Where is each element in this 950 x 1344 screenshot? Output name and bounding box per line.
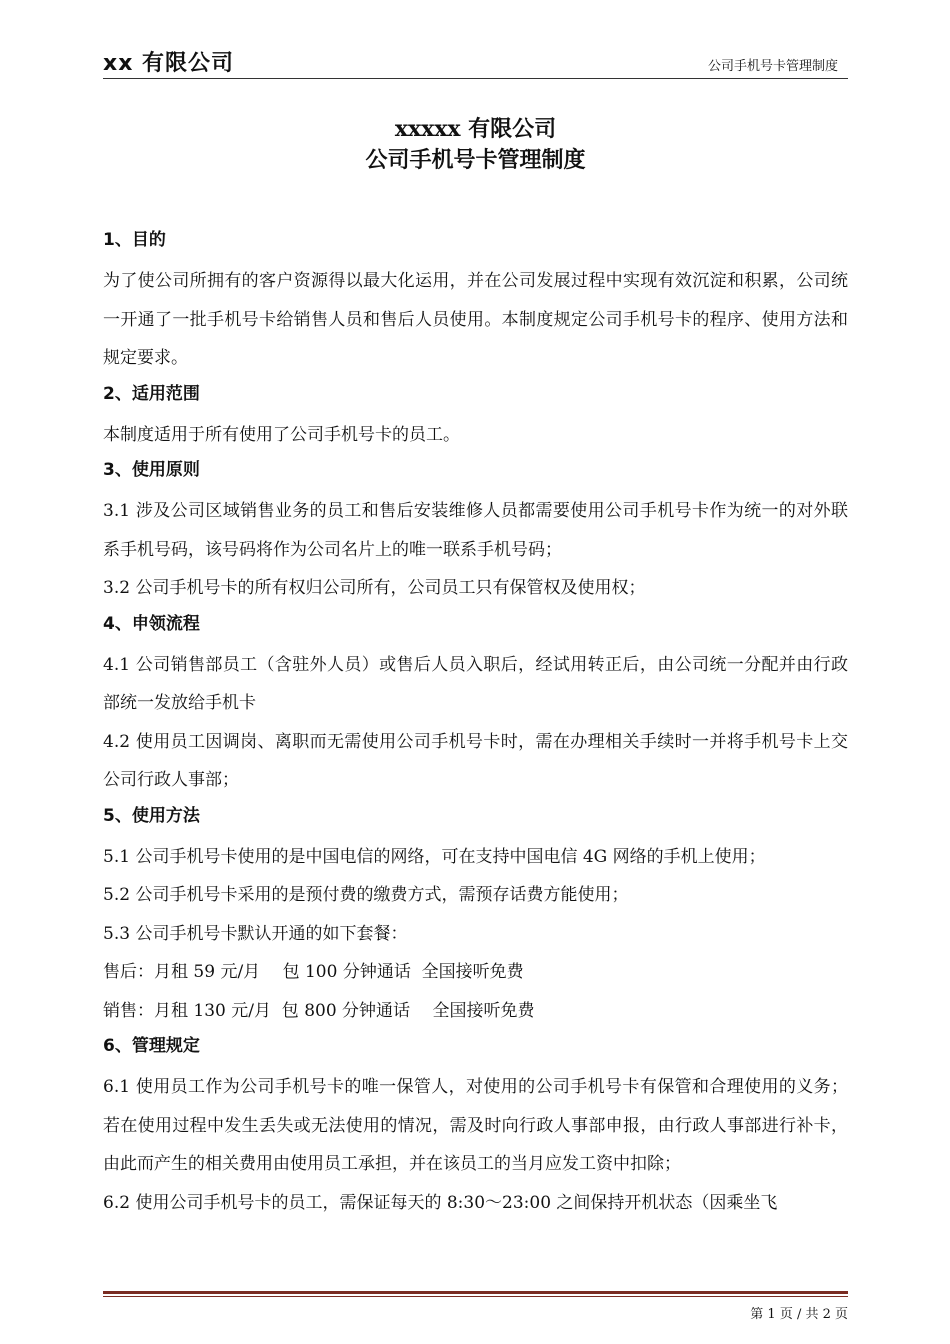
- document-title: [103, 114, 848, 176]
- section-principles: [103, 454, 848, 608]
- section-heading: 5、使用方法: [103, 805, 200, 826]
- paragraph: 为了使公司所拥有的客户资源得以最大化运用，并在公司发展过程中实现有效沉淀和积累，公司统一开通了一批手机号卡给销售人员和售后人员使用。本制度规定公司手机号卡的程序、使用方法和规定要求。: [103, 271, 848, 368]
- plan-line-sales: 销售：月租 130 元/月 包 800 分钟通话 全国接听免费: [103, 1000, 535, 1021]
- paragraph: 5.3 公司手机号卡默认开通的如下套餐：: [103, 923, 408, 944]
- footer-divider-thin: [103, 1296, 848, 1297]
- paragraph: 4.2 使用员工因调岗、离职而无需使用公司手机号卡时，需在办理相关手续时一并将手机号卡上交公司行政人事部；: [103, 731, 848, 790]
- title-company: xxxxx 有限公司: [394, 116, 557, 142]
- paragraph: 6.2 使用公司手机号卡的员工，需保证每天的 8:30～23:00 之间保持开机状态（因乘坐飞: [103, 1192, 778, 1213]
- section-application-process: [103, 608, 848, 800]
- paragraph: 6.1 使用员工作为公司手机号卡的唯一保管人，对使用的公司手机号卡有保管和合理使用的义务；若在使用过程中发生丢失或无法使用的情况，需及时向行政人事部申报，由行政人事部进行补卡，由此而产生的相关费用由使用员工承担，并在该员工的当月应发工资中扣除；: [103, 1077, 848, 1174]
- paragraph: 3.2 公司手机号卡的所有权归公司所有，公司员工只有保管权及使用权；: [103, 578, 646, 598]
- paragraph: 5.2 公司手机号卡采用的是预付费的缴费方式，需预存话费方能使用；: [103, 885, 629, 905]
- header-divider: [103, 78, 848, 79]
- title-document: 公司手机号卡管理制度: [365, 147, 586, 173]
- section-heading: 3、使用原则: [103, 460, 200, 480]
- paragraph: 5.1 公司手机号卡使用的是中国电信的网络，可在支持中国电信 4G 网络的手机上使用；: [103, 846, 766, 867]
- section-usage: [103, 800, 848, 1031]
- plan-line-after-sales: 售后：月租 59 元/月 包 100 分钟通话 全国接听免费: [103, 962, 524, 982]
- paragraph: 本制度适用于所有使用了公司手机号卡的员工。: [103, 424, 460, 445]
- section-heading: 4、申领流程: [103, 613, 200, 634]
- section-purpose: [103, 224, 848, 378]
- section-heading: 1、目的: [103, 230, 166, 250]
- paragraph: 3.1 涉及公司区域销售业务的员工和售后安装维修人员都需要使用公司手机号卡作为统一的对外联系手机号码，该号码将作为公司名片上的唯一联系手机号码；: [103, 501, 848, 560]
- page-header: [103, 44, 848, 80]
- footer-divider-thick: [103, 1291, 848, 1294]
- paragraph: 4.1 公司销售部员工（含驻外人员）或售后人员入职后，经试用转正后，由公司统一分配并由行政部统一发放给手机卡: [103, 654, 848, 713]
- document-body: [103, 224, 848, 1222]
- section-heading: 2、适用范围: [103, 383, 200, 404]
- page-number: 第 1 页 / 共 2 页: [750, 1307, 848, 1322]
- section-scope: [103, 378, 848, 455]
- header-document-name: 公司手机号卡管理制度: [707, 59, 838, 74]
- section-heading: 6、管理规定: [103, 1036, 200, 1056]
- header-company-name: xx 有限公司: [103, 51, 235, 76]
- section-management-rules: [103, 1030, 848, 1222]
